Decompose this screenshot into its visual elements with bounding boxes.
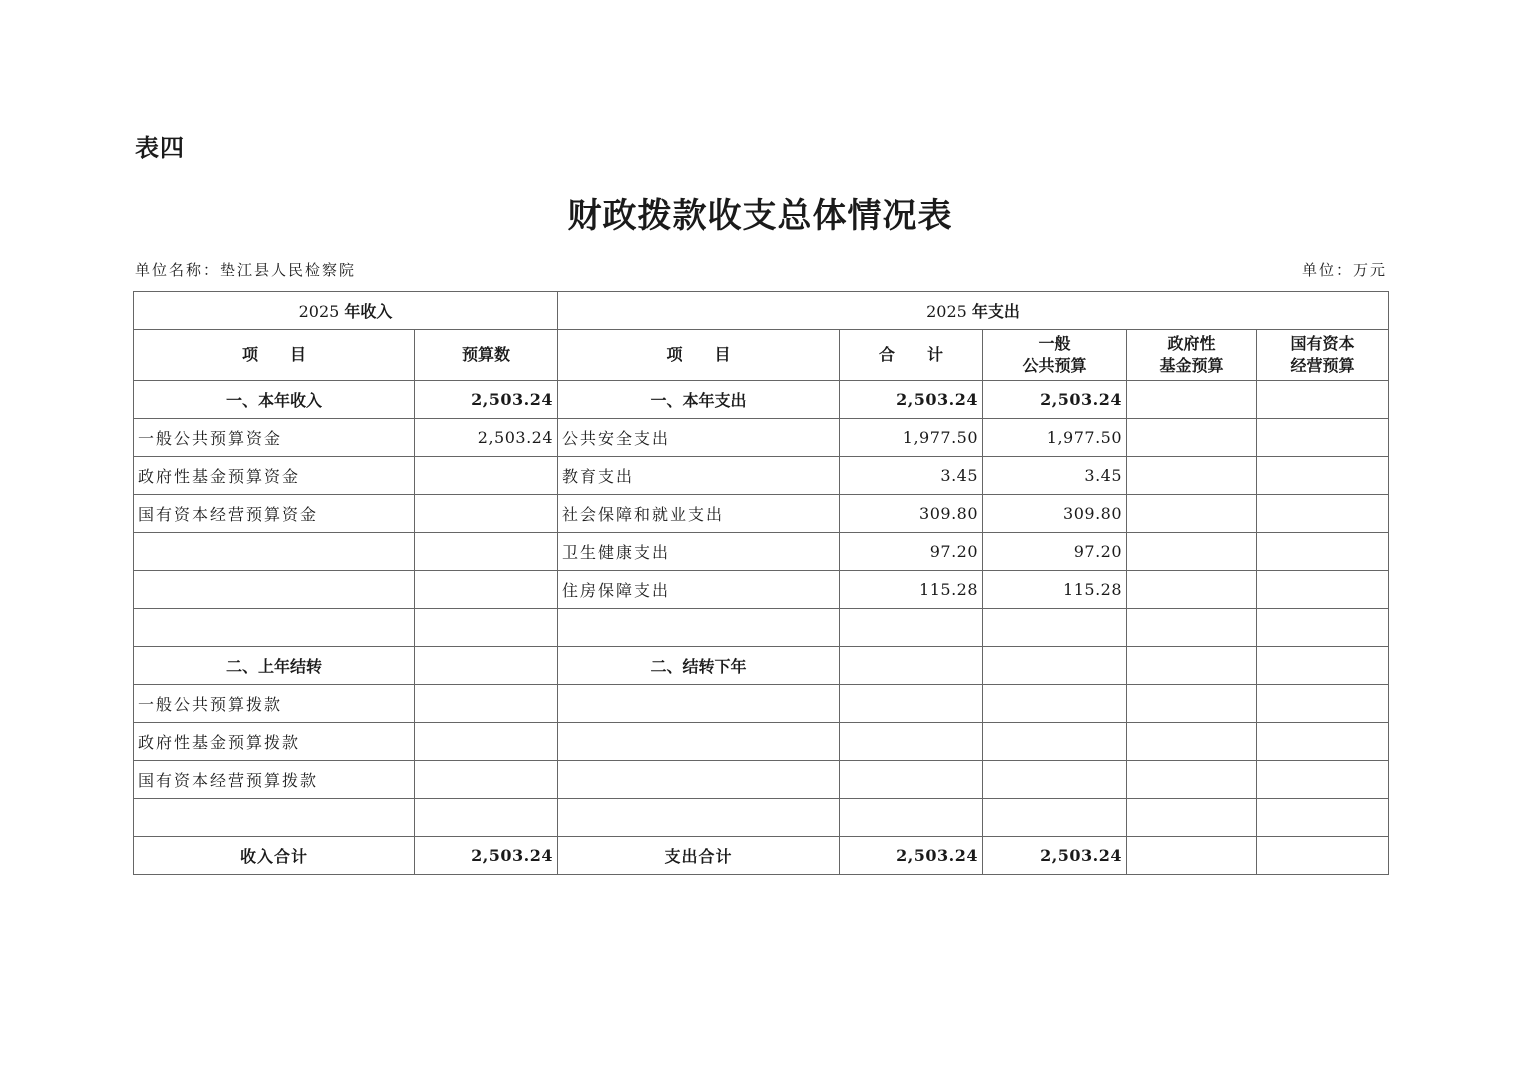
expense-item-cell xyxy=(558,685,840,723)
fund-budget-cell xyxy=(1127,837,1257,875)
total-cell: 3.45 xyxy=(840,457,983,495)
income-item-cell: 国有资本经营预算资金 xyxy=(134,495,415,533)
state-capital-budget-cell xyxy=(1257,609,1389,647)
col-header-fund-budget: 政府性 基金预算 xyxy=(1127,330,1257,381)
income-amount-cell xyxy=(415,457,558,495)
table-row xyxy=(134,761,1389,799)
general-budget-cell xyxy=(983,685,1127,723)
state-capital-budget-cell xyxy=(1257,571,1389,609)
general-budget-cell xyxy=(983,609,1127,647)
fund-budget-cell xyxy=(1127,723,1257,761)
table-row xyxy=(134,419,1389,457)
total-cell xyxy=(840,609,983,647)
income-item-cell xyxy=(134,799,415,837)
income-item-cell: 国有资本经营预算拨款 xyxy=(134,761,415,799)
table-row xyxy=(134,647,1389,685)
general-budget-cell: 2,503.24 xyxy=(983,381,1127,419)
fund-budget-cell xyxy=(1127,799,1257,837)
income-amount-cell xyxy=(415,799,558,837)
budget-table xyxy=(133,291,1389,875)
total-cell xyxy=(840,647,983,685)
general-budget-cell: 3.45 xyxy=(983,457,1127,495)
col-header-budget: 预算数 xyxy=(415,330,558,381)
fund-budget-cell xyxy=(1127,533,1257,571)
total-cell: 2,503.24 xyxy=(840,381,983,419)
income-total-label: 收入合计 xyxy=(134,837,415,875)
fund-budget-cell xyxy=(1127,381,1257,419)
income-item-cell: 政府性基金预算资金 xyxy=(134,457,415,495)
income-amount-cell xyxy=(415,647,558,685)
state-capital-budget-cell xyxy=(1257,495,1389,533)
col-header-total: 合 计 xyxy=(840,330,983,381)
total-cell xyxy=(840,723,983,761)
general-budget-cell xyxy=(983,647,1127,685)
income-amount-cell xyxy=(415,685,558,723)
income-amount-cell xyxy=(415,723,558,761)
col-header-income-item: 项 目 xyxy=(134,330,415,381)
state-capital-budget-cell xyxy=(1257,419,1389,457)
income-item-cell: 政府性基金预算拨款 xyxy=(134,723,415,761)
income-item-cell xyxy=(134,571,415,609)
income-item-cell: 二、上年结转 xyxy=(134,647,415,685)
totals-row xyxy=(134,837,1389,875)
fund-budget-cell xyxy=(1127,647,1257,685)
state-capital-budget-cell xyxy=(1257,723,1389,761)
col-header-general-budget: 一般 公共预算 xyxy=(983,330,1127,381)
expense-item-cell: 公共安全支出 xyxy=(558,419,840,457)
expense-item-cell: 二、结转下年 xyxy=(558,647,840,685)
income-amount-cell xyxy=(415,761,558,799)
expense-year-header: 2025 年支出 xyxy=(558,292,1389,330)
income-year-header: 2025 年收入 xyxy=(134,292,558,330)
fund-budget-cell xyxy=(1127,419,1257,457)
income-amount-cell xyxy=(415,533,558,571)
general-budget-cell xyxy=(983,723,1127,761)
table-row xyxy=(134,609,1389,647)
total-cell: 1,977.50 xyxy=(840,419,983,457)
expense-total-amount: 2,503.24 xyxy=(840,837,983,875)
expense-item-cell xyxy=(558,799,840,837)
general-budget-cell: 309.80 xyxy=(983,495,1127,533)
expense-item-cell xyxy=(558,609,840,647)
fund-budget-cell xyxy=(1127,495,1257,533)
general-budget-cell: 97.20 xyxy=(983,533,1127,571)
table-row xyxy=(134,381,1389,419)
general-budget-cell xyxy=(983,761,1127,799)
table-row xyxy=(134,571,1389,609)
col-header-state-capital-budget: 国有资本 经营预算 xyxy=(1257,330,1389,381)
state-capital-budget-cell xyxy=(1257,647,1389,685)
expense-item-cell: 一、本年支出 xyxy=(558,381,840,419)
state-capital-budget-cell xyxy=(1257,457,1389,495)
column-header-row xyxy=(134,330,1389,381)
total-cell xyxy=(840,761,983,799)
table-row xyxy=(134,533,1389,571)
general-budget-cell xyxy=(983,799,1127,837)
total-cell: 309.80 xyxy=(840,495,983,533)
income-item-cell xyxy=(134,533,415,571)
total-cell: 97.20 xyxy=(840,533,983,571)
income-amount-cell: 2,503.24 xyxy=(415,381,558,419)
unit-name: 单位名称：垫江县人民检察院 xyxy=(135,261,357,279)
income-total-amount: 2,503.24 xyxy=(415,837,558,875)
expense-item-cell: 教育支出 xyxy=(558,457,840,495)
expense-item-cell xyxy=(558,761,840,799)
total-cell xyxy=(840,685,983,723)
income-amount-cell xyxy=(415,609,558,647)
expense-item-cell: 社会保障和就业支出 xyxy=(558,495,840,533)
general-budget-cell: 115.28 xyxy=(983,571,1127,609)
state-capital-budget-cell xyxy=(1257,685,1389,723)
expense-item-cell: 卫生健康支出 xyxy=(558,533,840,571)
general-budget-cell: 1,977.50 xyxy=(983,419,1127,457)
col-header-expense-item: 项 目 xyxy=(558,330,840,381)
table-row xyxy=(134,685,1389,723)
fund-budget-cell xyxy=(1127,609,1257,647)
expense-total-label: 支出合计 xyxy=(558,837,840,875)
table-label: 表四 xyxy=(135,134,185,162)
fund-budget-cell xyxy=(1127,571,1257,609)
table-row xyxy=(134,799,1389,837)
table-row xyxy=(134,457,1389,495)
expense-item-cell xyxy=(558,723,840,761)
income-amount-cell xyxy=(415,495,558,533)
income-item-cell: 一般公共预算资金 xyxy=(134,419,415,457)
total-cell xyxy=(840,799,983,837)
total-cell: 115.28 xyxy=(840,571,983,609)
unit-label: 单位：万元 xyxy=(1301,261,1387,279)
income-item-cell xyxy=(134,609,415,647)
income-amount-cell: 2,503.24 xyxy=(415,419,558,457)
general-budget-total: 2,503.24 xyxy=(983,837,1127,875)
table-row xyxy=(134,723,1389,761)
state-capital-budget-cell xyxy=(1257,761,1389,799)
document-title: 财政拨款收支总体情况表 xyxy=(567,196,953,236)
income-amount-cell xyxy=(415,571,558,609)
income-item-cell: 一般公共预算拨款 xyxy=(134,685,415,723)
income-item-cell: 一、本年收入 xyxy=(134,381,415,419)
fund-budget-cell xyxy=(1127,457,1257,495)
fund-budget-cell xyxy=(1127,685,1257,723)
state-capital-budget-cell xyxy=(1257,837,1389,875)
table-row xyxy=(134,495,1389,533)
expense-item-cell: 住房保障支出 xyxy=(558,571,840,609)
state-capital-budget-cell xyxy=(1257,533,1389,571)
state-capital-budget-cell xyxy=(1257,799,1389,837)
state-capital-budget-cell xyxy=(1257,381,1389,419)
fund-budget-cell xyxy=(1127,761,1257,799)
year-header-row xyxy=(134,292,1389,330)
